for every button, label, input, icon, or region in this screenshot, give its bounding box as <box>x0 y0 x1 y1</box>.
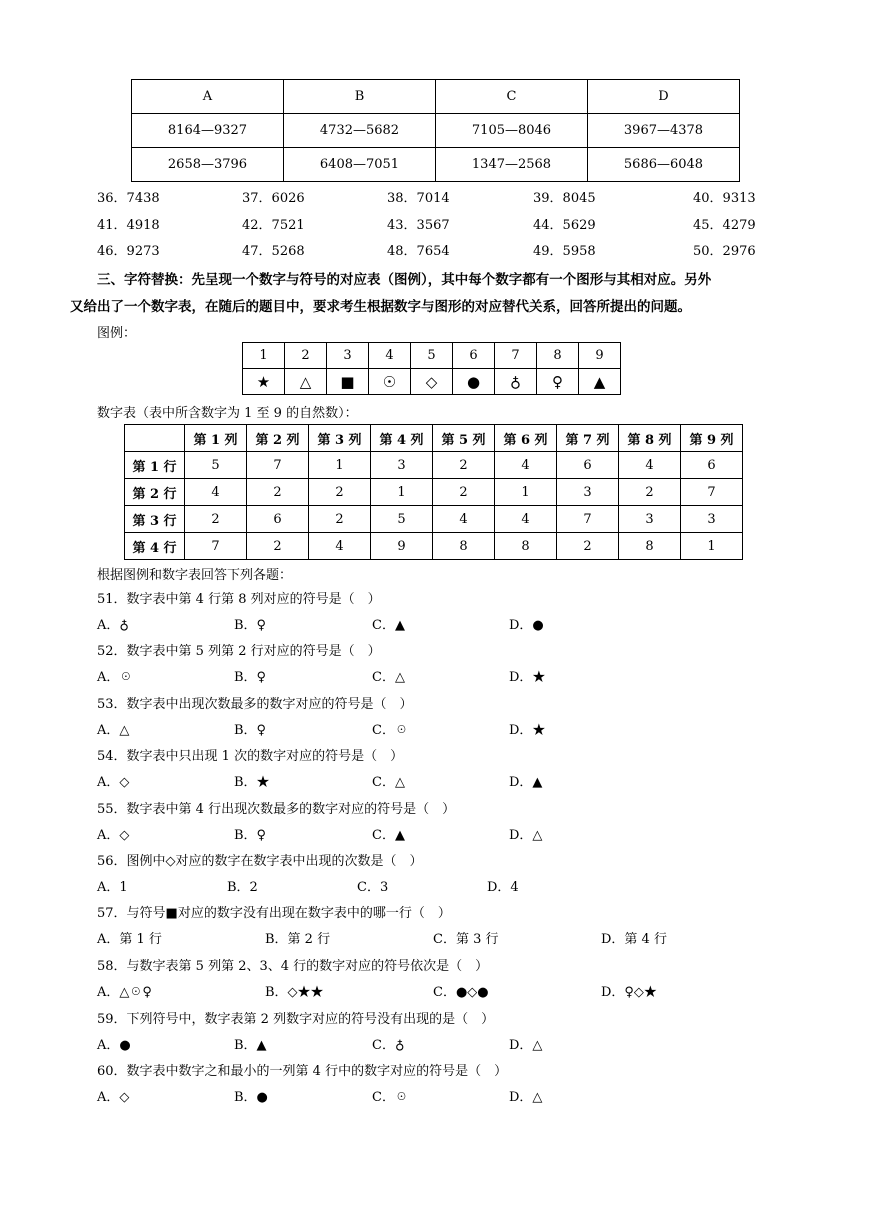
number-cell: 2 <box>433 479 495 506</box>
number-cell: 8 <box>619 533 681 560</box>
question-58: 58．与数字表第 5 列第 2、3、4 行的数字对应的符号依次是（ ） <box>97 959 489 974</box>
legend-number: 1 <box>243 343 285 369</box>
range-header-a: A <box>132 80 284 114</box>
number-cell: 4 <box>619 452 681 479</box>
number-table-corner <box>125 425 185 452</box>
column-header: 第 2 列 <box>247 425 309 452</box>
option-a[interactable]: A．◇ <box>97 828 130 843</box>
female-symbol-icon: ♀ <box>537 369 579 395</box>
option-b[interactable]: B．♀ <box>234 670 267 685</box>
option-a[interactable]: A．◇ <box>97 1090 130 1105</box>
option-b[interactable]: B．● <box>234 1090 268 1105</box>
number-cell: 3 <box>619 506 681 533</box>
number-question: 36．7438 <box>97 191 160 206</box>
options-58 <box>0 983 869 1003</box>
number-cell: 2 <box>247 533 309 560</box>
number-table-row <box>125 506 743 533</box>
question-60: 60．数字表中数字之和最小的一列第 4 行中的数字对应的符号是（ ） <box>97 1064 508 1079</box>
legend-number: 6 <box>453 343 495 369</box>
option-b[interactable]: B．♀ <box>234 723 267 738</box>
number-question: 46．9273 <box>97 244 160 259</box>
circle-filled-icon: ● <box>453 369 495 395</box>
range-cell: 4732—5682 <box>284 114 436 148</box>
option-c[interactable]: C．△ <box>372 775 405 790</box>
column-header: 第 8 列 <box>619 425 681 452</box>
number-cell: 4 <box>495 452 557 479</box>
range-cell: 8164—9327 <box>132 114 284 148</box>
legend-label: 图例： <box>97 326 137 341</box>
number-question: 38．7014 <box>387 191 450 206</box>
square-filled-icon: ■ <box>327 369 369 395</box>
section-heading-line1: 三、字符替换：先呈现一个数字与符号的对应表（图例），其中每个数字都有一个图形与其相对应。另外 <box>97 272 712 288</box>
options-51 <box>0 616 869 636</box>
legend-number: 4 <box>369 343 411 369</box>
number-cell: 7 <box>185 533 247 560</box>
range-cell: 2658—3796 <box>132 148 284 182</box>
number-cell: 6 <box>247 506 309 533</box>
number-cell: 3 <box>557 479 619 506</box>
option-c[interactable]: C．☉ <box>372 1090 408 1105</box>
option-a[interactable]: A．1 <box>97 880 128 895</box>
options-57 <box>0 930 869 950</box>
star-icon: ★ <box>243 369 285 395</box>
range-header-b: B <box>284 80 436 114</box>
column-header: 第 1 列 <box>185 425 247 452</box>
option-c[interactable]: C．第 3 行 <box>433 932 499 947</box>
option-c[interactable]: C．●◇● <box>433 985 489 1000</box>
question-56: 56．图例中◇对应的数字在数字表中出现的次数是（ ） <box>97 854 423 869</box>
number-question-row <box>0 216 869 236</box>
range-cell: 7105—8046 <box>436 114 588 148</box>
option-b[interactable]: B．★ <box>234 775 270 790</box>
number-question: 49．5958 <box>533 244 596 259</box>
triangle-filled-icon: ▲ <box>579 369 621 395</box>
range-cell: 1347—2568 <box>436 148 588 182</box>
option-d[interactable]: D．● <box>509 618 544 633</box>
legend-number: 3 <box>327 343 369 369</box>
number-table <box>124 424 743 560</box>
number-cell: 4 <box>309 533 371 560</box>
legend-table <box>242 342 621 395</box>
section-heading-line2: 又给出了一个数字表，在随后的题目中，要求考生根据数字与图形的对应替代关系，回答所提出的问题。 <box>70 299 691 315</box>
number-question: 40．9313 <box>693 191 756 206</box>
options-59 <box>0 1036 869 1056</box>
question-55: 55．数字表中第 4 行出现次数最多的数字对应的符号是（ ） <box>97 802 456 817</box>
option-a[interactable]: A．● <box>97 1038 131 1053</box>
range-table <box>131 79 740 182</box>
number-question: 41．4918 <box>97 218 160 233</box>
question-57: 57．与符号■对应的数字没有出现在数字表中的哪一行（ ） <box>97 906 451 921</box>
option-a[interactable]: A．♁ <box>97 618 129 633</box>
number-question-row <box>0 189 869 209</box>
option-c[interactable]: C．☉ <box>372 723 408 738</box>
range-header-d: D <box>588 80 740 114</box>
option-d[interactable]: D．4 <box>487 880 519 895</box>
legend-number: 7 <box>495 343 537 369</box>
option-a[interactable]: A．△☉♀ <box>97 985 152 1000</box>
number-cell: 7 <box>557 506 619 533</box>
options-55 <box>0 826 869 846</box>
number-cell: 7 <box>247 452 309 479</box>
row-header: 第 2 行 <box>125 479 185 506</box>
legend-number-row <box>243 343 621 369</box>
number-question: 37．6026 <box>242 191 305 206</box>
options-52 <box>0 668 869 688</box>
range-header-c: C <box>436 80 588 114</box>
option-d[interactable]: D．♀◇★ <box>601 985 657 1000</box>
column-header: 第 6 列 <box>495 425 557 452</box>
number-cell: 9 <box>371 533 433 560</box>
number-cell: 7 <box>681 479 743 506</box>
row-header: 第 4 行 <box>125 533 185 560</box>
number-cell: 2 <box>309 506 371 533</box>
number-cell: 6 <box>681 452 743 479</box>
number-cell: 2 <box>309 479 371 506</box>
number-table-caption: 数字表（表中所含数字为 1 至 9 的自然数）： <box>97 406 358 421</box>
option-b[interactable]: B．♀ <box>234 618 267 633</box>
number-cell: 2 <box>557 533 619 560</box>
option-a[interactable]: A．△ <box>97 723 130 738</box>
legend-number: 9 <box>579 343 621 369</box>
number-cell: 8 <box>495 533 557 560</box>
option-a[interactable]: A．◇ <box>97 775 130 790</box>
legend-symbol-row <box>243 369 621 395</box>
column-header: 第 7 列 <box>557 425 619 452</box>
number-cell: 5 <box>185 452 247 479</box>
instruction-text: 根据图例和数字表回答下列各题： <box>97 568 293 583</box>
number-question: 50．2976 <box>693 244 756 259</box>
option-b[interactable]: B．第 2 行 <box>265 932 331 947</box>
number-table-header-row <box>125 425 743 452</box>
number-cell: 2 <box>433 452 495 479</box>
legend-number: 2 <box>285 343 327 369</box>
options-56 <box>0 878 869 898</box>
column-header: 第 4 列 <box>371 425 433 452</box>
number-table-row <box>125 533 743 560</box>
option-a[interactable]: A．第 1 行 <box>97 932 162 947</box>
range-cell: 5686—6048 <box>588 148 740 182</box>
option-d[interactable]: D．第 4 行 <box>601 932 667 947</box>
option-d[interactable]: D．★ <box>509 670 546 685</box>
number-cell: 1 <box>371 479 433 506</box>
legend-number: 8 <box>537 343 579 369</box>
question-53: 53．数字表中出现次数最多的数字对应的符号是（ ） <box>97 697 413 712</box>
range-cell: 6408—7051 <box>284 148 436 182</box>
circled-dot-icon: ☉ <box>369 369 411 395</box>
number-question: 44．5629 <box>533 218 596 233</box>
range-table-row <box>132 148 740 182</box>
earth-symbol-icon: ♁ <box>495 369 537 395</box>
number-table-row <box>125 452 743 479</box>
number-cell: 2 <box>247 479 309 506</box>
option-b[interactable]: B．▲ <box>234 1038 267 1053</box>
options-60 <box>0 1088 869 1108</box>
range-table-header-row <box>132 80 740 114</box>
number-cell: 4 <box>433 506 495 533</box>
option-a[interactable]: A．☉ <box>97 670 133 685</box>
number-question: 42．7521 <box>242 218 305 233</box>
number-cell: 1 <box>309 452 371 479</box>
number-cell: 8 <box>433 533 495 560</box>
number-question: 45．4279 <box>693 218 756 233</box>
number-table-row <box>125 479 743 506</box>
number-cell: 2 <box>185 506 247 533</box>
number-question: 47．5268 <box>242 244 305 259</box>
number-question-row <box>0 242 869 262</box>
question-54: 54．数字表中只出现 1 次的数字对应的符号是（ ） <box>97 749 404 764</box>
number-question: 43．3567 <box>387 218 450 233</box>
number-cell: 2 <box>619 479 681 506</box>
triangle-outline-icon: △ <box>285 369 327 395</box>
column-header: 第 3 列 <box>309 425 371 452</box>
option-d[interactable]: D．★ <box>509 723 546 738</box>
number-cell: 5 <box>371 506 433 533</box>
number-cell: 3 <box>371 452 433 479</box>
question-52: 52．数字表中第 5 列第 2 行对应的符号是（ ） <box>97 644 381 659</box>
column-header: 第 9 列 <box>681 425 743 452</box>
option-b[interactable]: B．♀ <box>234 828 267 843</box>
option-d[interactable]: D．△ <box>509 1090 543 1105</box>
options-53 <box>0 721 869 741</box>
range-table-row <box>132 114 740 148</box>
number-cell: 6 <box>557 452 619 479</box>
range-cell: 3967—4378 <box>588 114 740 148</box>
number-question: 48．7654 <box>387 244 450 259</box>
number-cell: 1 <box>495 479 557 506</box>
option-b[interactable]: B．◇★★ <box>265 985 324 1000</box>
diamond-outline-icon: ◇ <box>411 369 453 395</box>
option-c[interactable]: C．▲ <box>372 618 405 633</box>
number-cell: 4 <box>185 479 247 506</box>
question-59: 59．下列符号中，数字表第 2 列数字对应的符号没有出现的是（ ） <box>97 1012 495 1027</box>
column-header: 第 5 列 <box>433 425 495 452</box>
option-d[interactable]: D．△ <box>509 828 543 843</box>
option-d[interactable]: D．▲ <box>509 775 543 790</box>
row-header: 第 1 行 <box>125 452 185 479</box>
number-cell: 3 <box>681 506 743 533</box>
option-c[interactable]: C．▲ <box>372 828 405 843</box>
number-cell: 1 <box>681 533 743 560</box>
option-c[interactable]: C．3 <box>357 880 389 895</box>
number-question: 39．8045 <box>533 191 596 206</box>
option-b[interactable]: B．2 <box>227 880 258 895</box>
option-c[interactable]: C．△ <box>372 670 405 685</box>
options-54 <box>0 773 869 793</box>
option-d[interactable]: D．△ <box>509 1038 543 1053</box>
question-51: 51．数字表中第 4 行第 8 列对应的符号是（ ） <box>97 592 381 607</box>
legend-number: 5 <box>411 343 453 369</box>
number-cell: 4 <box>495 506 557 533</box>
row-header: 第 3 行 <box>125 506 185 533</box>
option-c[interactable]: C．♁ <box>372 1038 405 1053</box>
